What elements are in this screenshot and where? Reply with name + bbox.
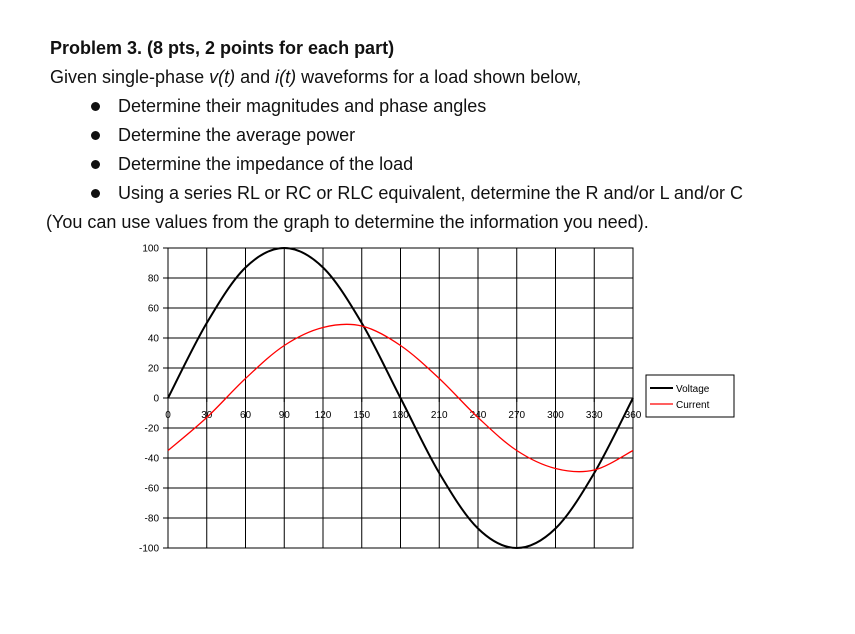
y-tick-label: 60 [147, 303, 159, 315]
task-item [50, 92, 840, 121]
y-tick-label: -100 [138, 543, 159, 555]
bullet-icon [91, 131, 100, 140]
y-tick-label: 100 [142, 243, 159, 255]
intro-suffix: waveforms for a load shown below, [296, 67, 582, 87]
legend-label: Voltage [676, 384, 710, 395]
y-tick-label: -80 [144, 513, 159, 525]
y-tick-label: 20 [147, 363, 159, 375]
intro-prefix: Given single-phase [50, 67, 210, 87]
task-item [50, 179, 840, 208]
x-tick-label: 330 [585, 410, 603, 421]
y-tick-label: 0 [153, 393, 159, 405]
problem-closing: (You can use values from the graph to determine the information you need). [46, 212, 649, 232]
task-text: Determine their magnitudes and phase angles [118, 96, 487, 116]
task-item [50, 121, 840, 150]
x-tick-label: 60 [239, 410, 252, 421]
bullet-icon [91, 189, 100, 198]
waveform-chart [128, 234, 738, 564]
task-text: Determine the impedance of the load [118, 154, 414, 174]
intro-i: i(t) [275, 67, 297, 87]
task-text: Determine the average power [118, 125, 356, 145]
x-tick-label: 180 [392, 410, 409, 421]
legend [646, 375, 734, 417]
task-text: Using a series RL or RC or RLC equivalent, determine the R and/or L and/or C [118, 183, 743, 203]
bullet-icon [91, 160, 100, 169]
x-tick-label: 240 [469, 410, 487, 421]
x-tick-label: 90 [278, 410, 290, 421]
x-tick-label: 120 [314, 410, 332, 421]
y-tick-label: -20 [144, 423, 159, 435]
y-tick-label: -40 [144, 453, 159, 465]
x-tick-label: 360 [624, 410, 642, 421]
intro-v: v(t) [209, 67, 236, 87]
x-tick-label: 210 [430, 410, 448, 421]
task-list [50, 92, 840, 208]
x-tick-label: 150 [353, 410, 371, 421]
x-tick-label: 300 [547, 410, 564, 421]
y-tick-label: -60 [144, 483, 159, 495]
x-tick-label: 0 [165, 410, 171, 421]
task-item [50, 150, 840, 179]
problem-title: Problem 3. (8 pts, 2 points for each part) [50, 38, 395, 58]
x-tick-label: 270 [508, 410, 526, 421]
bullet-icon [91, 102, 100, 111]
problem-intro [50, 63, 840, 92]
legend-label: Current [676, 400, 710, 411]
x-tick-label: 30 [201, 410, 213, 421]
y-tick-label: 80 [147, 273, 159, 285]
intro-and: and [235, 67, 276, 87]
problem-text [46, 34, 840, 237]
y-tick-label: 40 [147, 333, 159, 345]
